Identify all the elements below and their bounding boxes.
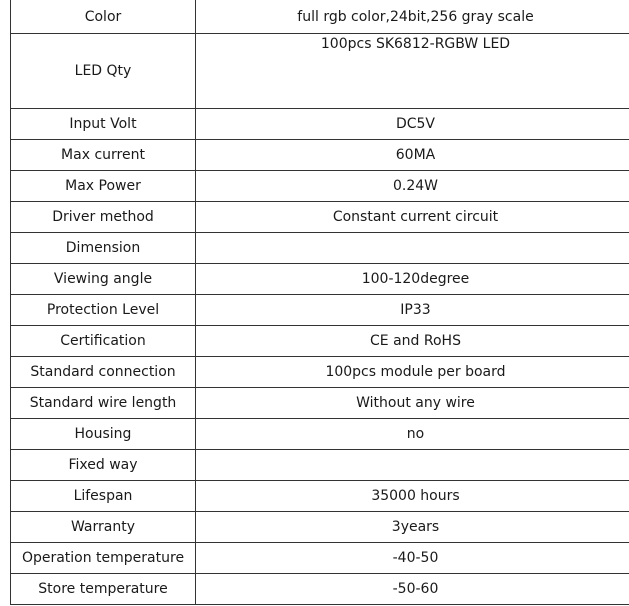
table-row-operation-temperature: [11, 543, 629, 574]
table-row-max-power: [11, 171, 629, 202]
param-label: Standard wire length: [11, 388, 196, 419]
param-label: LED Qty: [11, 34, 196, 109]
table-row-standard-wire-length: [11, 388, 629, 419]
param-value: -40-50: [196, 543, 629, 574]
table-row-certification: [11, 326, 629, 357]
param-value: DC5V: [196, 109, 629, 140]
param-label: Dimension: [11, 233, 196, 264]
spec-table: [10, 0, 629, 605]
param-value: CE and RoHS: [196, 326, 629, 357]
table-row-fixed-way: [11, 450, 629, 481]
param-value: no: [196, 419, 629, 450]
param-value: full rgb color,24bit,256 gray scale: [196, 0, 629, 34]
param-value: Constant current circuit: [196, 202, 629, 233]
table-row-input-volt: [11, 109, 629, 140]
param-value: [196, 233, 629, 264]
table-row-color: [11, 0, 629, 34]
param-label: Certification: [11, 326, 196, 357]
param-value: IP33: [196, 295, 629, 326]
table-row-dimension: [11, 233, 629, 264]
param-label: Housing: [11, 419, 196, 450]
table-row-led-qty: [11, 34, 629, 109]
param-label: Max current: [11, 140, 196, 171]
param-label: Store temperature: [11, 574, 196, 605]
param-value: 3years: [196, 512, 629, 543]
param-value: 100pcs module per board: [196, 357, 629, 388]
param-value: -50-60: [196, 574, 629, 605]
param-label: Max Power: [11, 171, 196, 202]
param-label: Viewing angle: [11, 264, 196, 295]
table-row-standard-connection: [11, 357, 629, 388]
table-row-driver-method: [11, 202, 629, 233]
table-row-warranty: [11, 512, 629, 543]
param-label: Lifespan: [11, 481, 196, 512]
table-row-protection-level: [11, 295, 629, 326]
table-row-max-current: [11, 140, 629, 171]
param-value: 100pcs SK6812-RGBW LED: [196, 34, 629, 109]
param-value: 35000 hours: [196, 481, 629, 512]
param-label: Operation temperature: [11, 543, 196, 574]
param-label: Standard connection: [11, 357, 196, 388]
param-value: 0.24W: [196, 171, 629, 202]
param-label: Fixed way: [11, 450, 196, 481]
table-row-housing: [11, 419, 629, 450]
param-value: 60MA: [196, 140, 629, 171]
param-label: Input Volt: [11, 109, 196, 140]
param-value: 100-120degree: [196, 264, 629, 295]
table-row-store-temperature: [11, 574, 629, 605]
param-label: Color: [11, 0, 196, 34]
table-row-viewing-angle: [11, 264, 629, 295]
param-value: Without any wire: [196, 388, 629, 419]
table-row-lifespan: [11, 481, 629, 512]
param-value: [196, 450, 629, 481]
param-label: Warranty: [11, 512, 196, 543]
param-label: Protection Level: [11, 295, 196, 326]
param-label: Driver method: [11, 202, 196, 233]
